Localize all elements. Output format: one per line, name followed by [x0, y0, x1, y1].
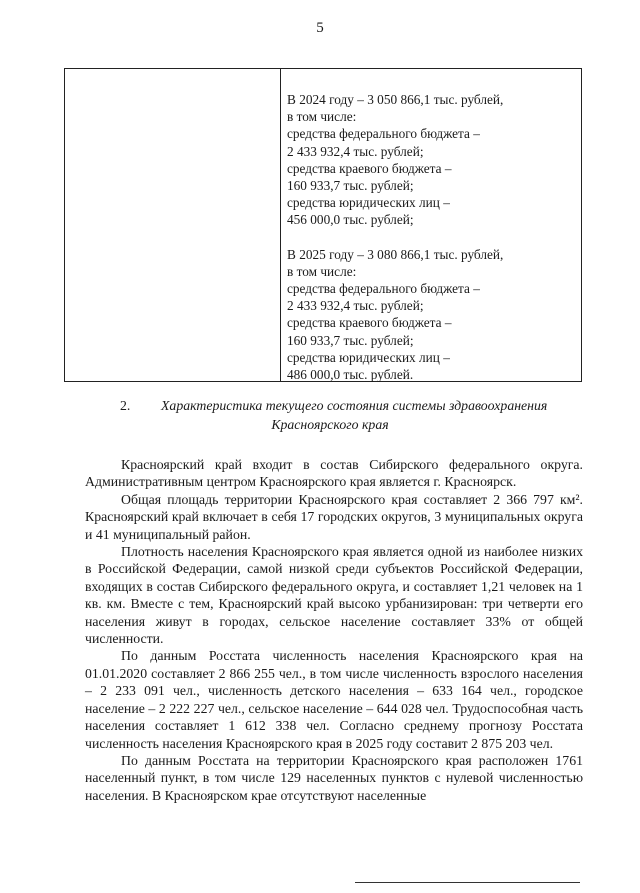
- table-line: в том числе:: [287, 109, 357, 125]
- table-line: В 2025 году – 3 080 866,1 тыс. рублей,: [287, 246, 504, 262]
- paragraph: По данным Росстата численность населения Красноярского края на 01.01.2020 составляет 2 866 255 чел., в том числе численность взрослого населения – 2 233 091 чел., численность детского населения – 633 164 чел., городское население – 2 222 227 чел., сельское население – 644 028 чел. Трудоспособная часть населения составляет 1 612 338 чел. Согласно среднему прогнозу Росстата численность населения Красноярского края в 2025 году составит 2 875 203 чел.: [85, 648, 583, 751]
- paragraph: Красноярский край входит в состав Сибирского федерального округа. Административным центром Красноярского края является г. Красноярск.: [85, 457, 583, 490]
- table-line: 456 000,0 тыс. рублей;: [287, 212, 414, 228]
- table-line: 486 000,0 тыс. рублей.: [287, 367, 414, 383]
- page-number: 5: [316, 20, 324, 36]
- body-text: [85, 456, 583, 804]
- section-number: 2.: [120, 398, 131, 413]
- table-right-cell: [287, 91, 577, 383]
- table-line: В 2024 году – 3 050 866,1 тыс. рублей,: [287, 92, 504, 107]
- footer-divider: [355, 882, 580, 883]
- table-line: средства юридических лиц –: [287, 195, 450, 211]
- table-spacer: [287, 229, 577, 246]
- table-line: средства краевого бюджета –: [287, 315, 452, 331]
- paragraph: Общая площадь территории Красноярского края составляет 2 366 797 км². Красноярский край включает в себя 17 городских округов, 3 муниципальных округа и 41 муниципальный район.: [85, 491, 583, 542]
- table-line: средства краевого бюджета –: [287, 160, 452, 176]
- table-line: 2 433 932,4 тыс. рублей;: [287, 298, 424, 314]
- section-title-continued: Красноярского края: [271, 417, 389, 432]
- table-line: средства федерального бюджета –: [287, 281, 480, 297]
- budget-table: [64, 68, 582, 382]
- table-line: в том числе:: [287, 263, 357, 279]
- section-title: Характеристика текущего состояния системы здравоохранения: [161, 398, 548, 413]
- table-left-cell: [65, 69, 281, 381]
- table-line: 160 933,7 тыс. рублей;: [287, 178, 414, 194]
- table-line: 2 433 932,4 тыс. рублей;: [287, 143, 424, 159]
- paragraph: Плотность населения Красноярского края является одной из наиболее низких в Российской Федерации, самой низкой среди субъектов Российской Федерации, входящих в состав Сибирского федерального округа, и составляет 1,21 человек на 1 кв. км. Вместе с тем, Красноярский край высоко урбанизирован: три четверти его населения живут в городах, сельское население составляет 33% от общей численности.: [85, 544, 583, 647]
- table-line: средства федерального бюджета –: [287, 126, 480, 142]
- paragraph: По данным Росстата на территории Красноярского края расположен 1761 населенный пункт, в том числе 129 населенных пунктов с нулевой численностью населения. В Красноярском крае отсутствуют населенные: [85, 752, 583, 803]
- table-line: средства юридических лиц –: [287, 349, 450, 365]
- table-line: 160 933,7 тыс. рублей;: [287, 332, 414, 348]
